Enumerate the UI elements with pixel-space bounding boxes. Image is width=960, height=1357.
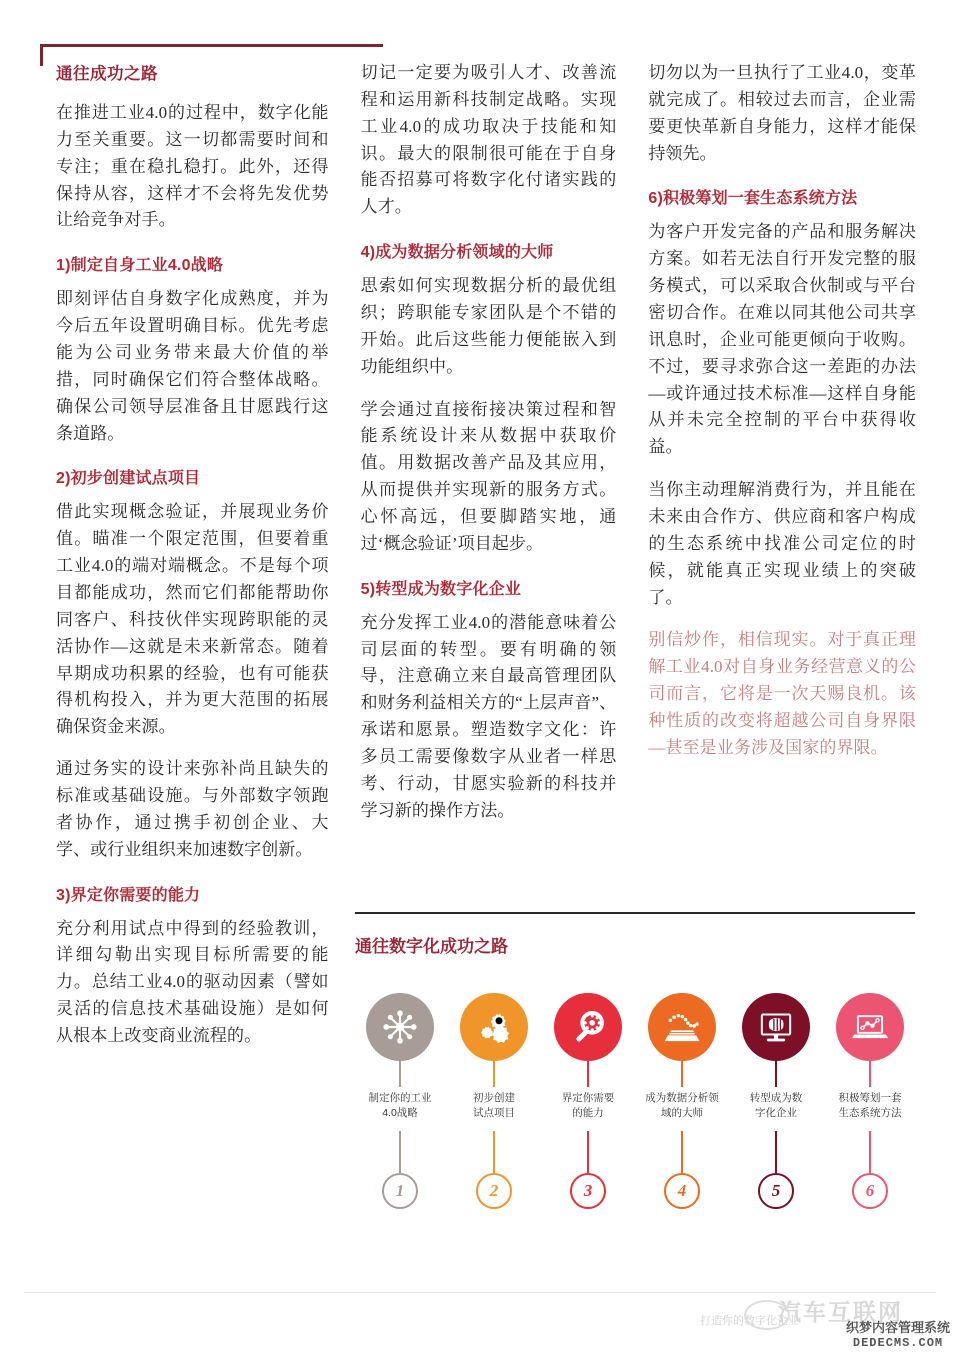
infographic-divider [355, 912, 915, 914]
subsection-heading-5: 5)转型成为数字化企业 [360, 580, 522, 598]
step-stem-lower [587, 1131, 589, 1173]
step-stem-upper [399, 1061, 401, 1087]
subsection-heading-2: 2)初步创建试点项目 [56, 470, 201, 488]
monitor-cloud-icon [742, 993, 810, 1061]
step-number-badge: 3 [570, 1173, 606, 1209]
step-label: 制定你的工业 4.0战略 [368, 1092, 432, 1120]
step-number-badge: 5 [758, 1173, 794, 1209]
paragraph: 切记一定要为吸引人才、改善流程和运用新科技制定战略。实现工业4.0的成功取决于技能和知识。最大的限制很可能在于自身能否招募可将数字化付诸实践的人才。 [360, 63, 617, 217]
step-label: 成为数据分析领 域的大师 [645, 1092, 719, 1120]
watermark-cms-line1: 织梦内容管理系统 [846, 1320, 951, 1335]
paragraph: 充分利用试点中得到的经验教训，详细勾勒出实现目标所需要的能力。总结工业4.0的驱动因素（譬如灵活的信息技术基础设施）是如何从根本上改变商业流程的。 [56, 918, 329, 1046]
roadmap-step [825, 993, 915, 1209]
step-stem-upper [493, 1061, 495, 1087]
step-stem-upper [869, 1061, 871, 1087]
step-label: 积极筹划一套 生态系统方法 [838, 1092, 902, 1120]
roadmap-infographic [355, 912, 915, 1209]
step-stem-upper [775, 1061, 777, 1087]
paragraph: 思索如何实现数据分析的最优组织；跨职能专家团队是个不错的开始。此后这些能力便能嵌入到功能组织中。 [360, 276, 617, 376]
watermark-cms [846, 1320, 950, 1351]
roadmap-step [355, 993, 445, 1209]
closing-highlight-paragraph: 别信炒作，相信现实。对于真正理解工业4.0对自身业务经营意义的公司而言，它将是一次天赐良机。该种性质的改变将超越公司自身界限—甚至是业务涉及国家的界限。 [648, 630, 916, 757]
roadmap-step [449, 993, 539, 1209]
step-label: 界定你需要 的能力 [561, 1092, 615, 1120]
watermark-cms-line2: DEDECMS.COM [852, 1336, 944, 1351]
subsection-heading-1: 1)制定自身工业4.0战略 [56, 257, 224, 275]
paragraph: 当你主动理解消费行为，并且能在未来由合作方、供应商和客户构成的生态系统中找准公司定位的时候，就能真正实现业绩上的突破了。 [648, 480, 916, 607]
step-number-badge: 6 [852, 1173, 888, 1209]
roadmap-step [543, 993, 633, 1209]
gears-icon [460, 993, 528, 1061]
paragraph: 在推进工业4.0的过程中，数字化能力至关重要。这一切都需要时间和专注；重在稳扎稳打。此外，还得保持从容，这样才不会将先发优势让给竞争对手。 [56, 103, 329, 230]
step-stem-lower [399, 1131, 401, 1173]
step-stem-upper [587, 1061, 589, 1087]
paragraph: 充分发挥工业4.0的潜能意味着公司层面的转型。要有明确的领导，注意确立来自最高管理团队和财务利益相关方的“上层声音”、承诺和愿景。塑造数字文化：许多员工需要像数字从业者一样思考、行动，甘愿实验新的科技并学习新的操作方法。 [360, 612, 617, 820]
subsection-heading-3: 3)界定你需要的能力 [56, 886, 201, 904]
paragraph: 借此实现概念验证，并展现业务价值。瞄准一个限定范围，但要着重工业4.0的端对端概念。不是每个项目都能成功，然而它们都能帮助你同客户、科技伙伴实现跨职能的灵活协作—这就是未来新常态。随着早期成功积累的经验，也有可能获得机构投入，并为更大范围的拓展确保资金来源。 [56, 502, 329, 737]
paragraph: 通过务实的设计来弥补尚且缺失的标准或基础设施。与外部数字领跑者协作，通过携手初创企业、大学、或行业组织来加速数字创新。 [56, 759, 329, 859]
watermark-brand: 汽车互联网 [778, 1299, 903, 1325]
paragraph: 切勿以为一旦执行了工业4.0，变革就完成了。相较过去而言，企业需要更快革新自身能力，这样才能保持领先。 [648, 63, 916, 163]
step-stem-upper [681, 1061, 683, 1087]
step-number-badge: 4 [664, 1173, 700, 1209]
step-label: 初步创建 试点项目 [473, 1092, 515, 1120]
roadmap-step [637, 993, 727, 1209]
roadmap-steps [355, 993, 915, 1209]
step-stem-lower [493, 1131, 495, 1173]
top-divider-tick [40, 44, 43, 66]
network-hub-icon [366, 993, 434, 1061]
step-stem-lower [869, 1131, 871, 1173]
paragraph: 学会通过直接衔接决策过程和智能系统设计来从数据中获取价值。用数据改善产品及其应用，从而提供并实现新的服务方式。心怀高远，但要脚踏实地，通过‘概念验证’项目起步。 [360, 399, 617, 553]
article-column-1 [56, 60, 329, 1065]
paragraph: 即刻评估自身数字化成熟度，并为今后五年设置明确目标。优先考虑能为公司业务带来最大价值的举措，同时确保它们符合整体战略。确保公司领导层准备且甘愿践行这条道路。 [56, 289, 329, 443]
step-stem-lower [681, 1131, 683, 1173]
analytics-icon [648, 993, 716, 1061]
page-title: 通往成功之路 [56, 65, 158, 83]
footer-tagline: 打造你的数字化企业 [700, 1315, 799, 1327]
subsection-heading-6: 6)积极筹划一套生态系统方法 [648, 190, 858, 208]
infographic-title: 通往数字化成功之路 [355, 937, 508, 956]
top-divider-rule [40, 44, 383, 47]
laptop-network-icon [836, 993, 904, 1061]
magnifier-icon [554, 993, 622, 1061]
step-stem-lower [775, 1131, 777, 1173]
paragraph: 为客户开发完备的产品和服务解决方案。如若无法自行开发完整的服务模式，可以采取合伙制或与平台密切合作。在难以同其他公司共享讯息时，企业可能更倾向于收购。不过，要寻求弥合这一差距的办法—或许通过技术标准—这样自身能从并未完全控制的平台中获得收益。 [648, 222, 916, 457]
step-number-badge: 2 [476, 1173, 512, 1209]
step-number-badge: 1 [382, 1173, 418, 1209]
footer-divider [24, 1292, 936, 1293]
subsection-heading-4: 4)成为数据分析领域的大师 [360, 244, 554, 262]
step-label: 转型成为数 字化企业 [749, 1092, 803, 1120]
roadmap-step [731, 993, 821, 1209]
